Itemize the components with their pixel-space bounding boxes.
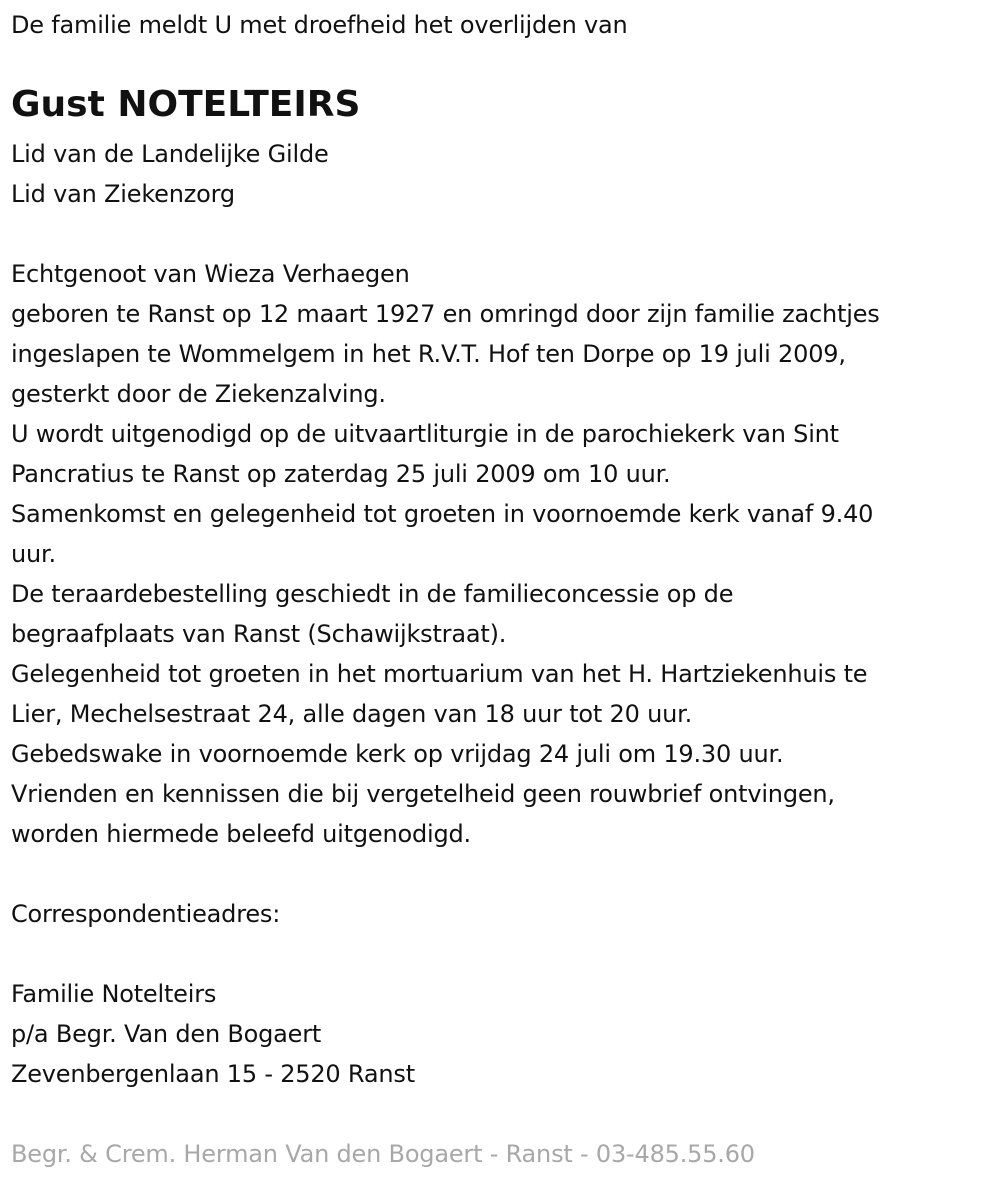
correspondence-address [11, 974, 415, 1094]
address-line: p/a Begr. Van den Bogaert [11, 1020, 322, 1048]
body-line: worden hiermede beleefd uitgenodigd. [11, 820, 471, 848]
funeral-home-footer: Begr. & Crem. Herman Van den Bogaert - Ranst - 03-485.55.60 [11, 1140, 755, 1168]
address-line: Zevenbergenlaan 15 - 2520 Ranst [11, 1060, 415, 1088]
body-line: Gelegenheid tot groeten in het mortuarium van het H. Hartziekenhuis te [11, 660, 868, 688]
body-line: Pancratius te Ranst op zaterdag 25 juli 2009 om 10 uur. [11, 460, 671, 488]
correspondence-heading [11, 894, 280, 934]
body-line: ingeslapen te Wommelgem in het R.V.T. Hof ten Dorpe op 19 juli 2009, [11, 340, 846, 368]
notice-body [11, 254, 880, 854]
body-line: Lier, Mechelsestraat 24, alle dagen van 18 uur tot 20 uur. [11, 700, 693, 728]
body-line: gesterkt door de Ziekenzalving. [11, 380, 386, 408]
body-line: Vrienden en kennissen die bij vergetelheid geen rouwbrief ontvingen, [11, 780, 835, 808]
correspondence-label: Correspondentieadres: [11, 900, 281, 928]
membership-line: Lid van de Landelijke Gilde [11, 140, 329, 168]
body-line: uur. [11, 540, 56, 568]
body-line: geboren te Ranst op 12 maart 1927 en omringd door zijn familie zachtjes [11, 300, 880, 328]
body-line: begraafplaats van Ranst (Schawijkstraat). [11, 620, 507, 648]
deceased-name: Gust NOTELTEIRS [11, 84, 361, 125]
body-line: Echtgenoot van Wieza Verhaegen [11, 260, 410, 288]
body-line: U wordt uitgenodigd op de uitvaartliturgie in de parochiekerk van Sint [11, 420, 839, 448]
address-line: Familie Notelteirs [11, 980, 217, 1008]
membership-line: Lid van Ziekenzorg [11, 180, 235, 208]
intro-text: De familie meldt U met droefheid het overlijden van [11, 11, 628, 39]
body-line: De teraardebestelling geschiedt in de familieconcessie op de [11, 580, 734, 608]
memberships [11, 134, 329, 214]
body-line: Samenkomst en gelegenheid tot groeten in voornoemde kerk vanaf 9.40 [11, 500, 874, 528]
body-line: Gebedswake in voornoemde kerk op vrijdag 24 juli om 19.30 uur. [11, 740, 784, 768]
